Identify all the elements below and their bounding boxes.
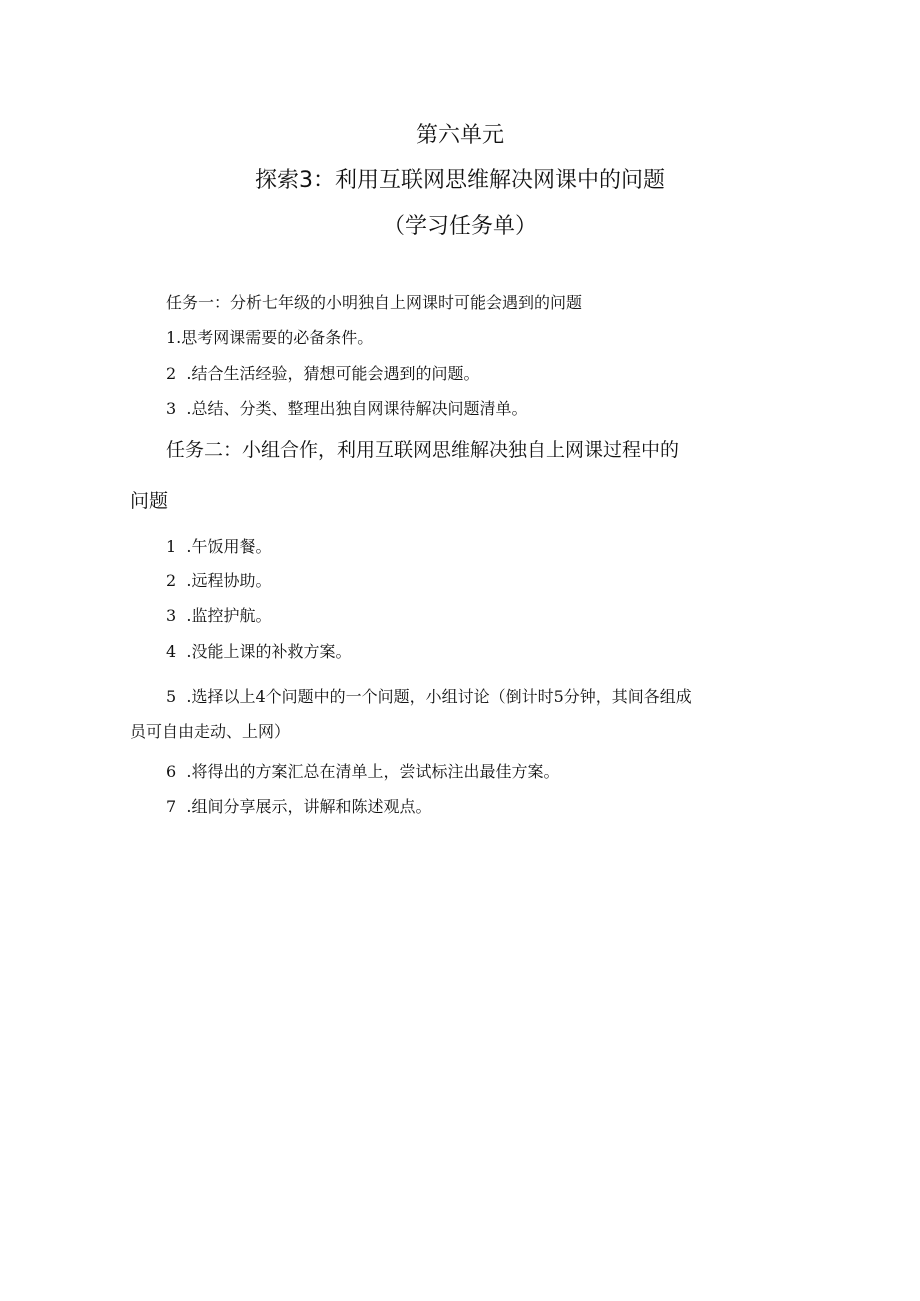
- page-title: 探索3：利用互联网思维解决网课中的问题: [255, 168, 665, 193]
- task2-item-6: 6 .将得出的方案汇总在清单上，尝试标注出最佳方案。: [166, 762, 560, 781]
- task1-item-2: 2 .结合生活经验，猜想可能会遇到的问题。: [166, 364, 480, 383]
- task2-item-4: 4 .没能上课的补救方案。: [166, 642, 352, 661]
- task1-item-3: 3 .总结、分类、整理出独自网课待解决问题清单。: [166, 399, 528, 418]
- task2-heading: 任务二：小组合作，利用互联网思维解决独自上网课过程中的: [166, 439, 680, 461]
- task2-item-2: 2 .远程协助。: [166, 571, 272, 590]
- task1-heading: 任务一：分析七年级的小明独自上网课时可能会遇到的问题: [166, 293, 583, 312]
- task2-item-7: 7 .组间分享展示，讲解和陈述观点。: [166, 797, 432, 816]
- task2-item-3: 3 .监控护航。: [166, 606, 272, 625]
- task2-item-1: 1 .午饭用餐。: [166, 537, 272, 556]
- task2-item-5-continued: 员可自由走动、上网）: [130, 722, 291, 741]
- task2-item-5: 5 .选择以上4个问题中的一个问题，小组讨论（倒计时5分钟，其间各组成: [166, 687, 692, 706]
- task2-heading-continued: 问题: [130, 490, 169, 512]
- unit-title: 第六单元: [415, 123, 504, 148]
- task1-item-1: 1.思考网课需要的必备条件。: [166, 328, 374, 347]
- page-subtitle: （学习任务单）: [382, 214, 537, 239]
